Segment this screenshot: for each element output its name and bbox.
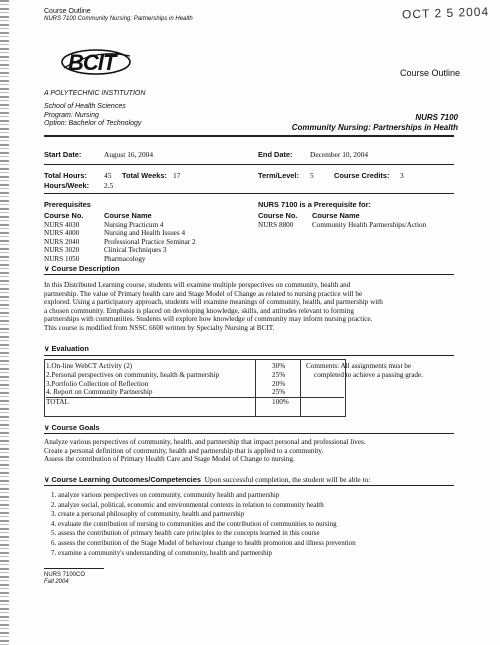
divider-description: [44, 274, 454, 275]
table-row: [46, 388, 344, 397]
evaluation-heading-text: Evaluation: [51, 344, 89, 353]
description-line: partnership. The value of Primary health care and Stage Model of Change as related to nursing practice will be: [44, 289, 363, 298]
program-name: Program: Nursing: [44, 111, 99, 119]
eval-item-name: 2.Personal perspectives on community, health & partnership: [46, 370, 220, 379]
scan-edge: [0, 0, 9, 645]
outcomes-heading-text: Course Learning Outcomes/Competencies: [51, 475, 201, 484]
divider-dates: [44, 164, 454, 165]
doc-type: Course Outline: [400, 68, 461, 78]
description-line: This course is modified from NSSC 6600 written by Specialty Nursing at BCIT.: [44, 323, 275, 332]
eval-item-name: 3.Portfolio Collection of Reflection: [46, 379, 149, 388]
prereq-for-no: NURS 8800: [258, 221, 294, 229]
prereq-name: Clinical Techniques 3: [104, 246, 167, 255]
eval-item-pct: 20%: [272, 379, 286, 388]
goals-body: [44, 438, 464, 464]
outcomes-header: [44, 475, 370, 484]
prereq-no: NURS 2040: [44, 237, 80, 246]
divider-hours: [44, 193, 454, 194]
prereq-col-course-name: Course Name: [104, 211, 152, 220]
description-line: In this Distributed Learning course, students will examine multiple perspectives on community, health and: [44, 281, 351, 289]
divider-outcomes: [44, 485, 454, 486]
logo-wordmark: BCIT: [68, 50, 116, 75]
footer-code: NURS 7100CO: [44, 572, 86, 578]
term-level-value: 5: [310, 171, 314, 180]
description-line: partnerships with communities. Students will explore how knowledge of community may inform nursing practice.: [44, 315, 373, 324]
comment-line: completed to achieve a passing grade.: [314, 370, 423, 379]
prerequisites-heading: Prerequisites: [44, 200, 91, 209]
footer-term: Fall 2004: [44, 579, 69, 585]
prereq-name: Nursing and Health Issues 4: [104, 229, 186, 238]
description-heading-text: Course Description: [51, 264, 120, 273]
comment-line: Comments: All assignments must be: [306, 362, 412, 370]
list-item: 2. analyze social, political, economic and environmental contexts in relation to community health: [58, 501, 478, 511]
eval-item-pct: 30%: [272, 362, 286, 370]
eval-item-name: 1.On-line WebCT Activity (2): [46, 362, 133, 370]
eval-total-label: TOTAL: [46, 398, 69, 407]
list-item: 5. assess the contribution of primary health care principles to the concepts learned in this course: [58, 529, 478, 539]
evaluation-comments: [306, 362, 466, 380]
course-credits-label: Course Credits:: [334, 171, 390, 180]
goals-heading-text: Course Goals: [51, 423, 100, 432]
table-row: [46, 371, 344, 380]
list-item: 7. examine a community's understanding of community, health and partnership: [58, 549, 478, 559]
list-item: [44, 221, 196, 229]
goals-heading: ∨ Course Goals: [44, 423, 100, 432]
outcomes-heading: ∨ Course Learning Outcomes/Competencies: [44, 475, 201, 484]
end-date-value: December 10, 2004: [310, 150, 369, 159]
description-line: explored. Using a participatory approach, students will examine meanings of community, health, and partnership with: [44, 298, 383, 307]
start-date-value: August 16, 2004: [104, 150, 154, 159]
table-row: [46, 380, 344, 389]
list-item: 1. analyze various perspectives on community, community health and partnership: [58, 491, 478, 501]
divider-footer: [44, 568, 104, 569]
prereq-name: Professional Practice Seminar 2: [104, 237, 196, 246]
prereq-no: NURS 4000: [44, 229, 80, 238]
prereq-col-course-no: Course No.: [44, 211, 84, 220]
description-line: a chosen community. Emphasis is placed on developing knowledge, skills, and attitudes relevant to forming: [44, 306, 354, 315]
start-date-label: Start Date:: [44, 150, 82, 159]
description-body: [44, 281, 464, 333]
goal-line: Assess the contribution of Primary Health Care and Stage Model of Change to nursing.: [44, 455, 295, 464]
running-header-title: Course Outline: [44, 8, 91, 15]
prereq-no: NURS 4030: [44, 221, 80, 229]
evaluation-items: [46, 362, 344, 407]
divider-top: [44, 135, 454, 137]
running-header-course: NURS 7100 Community Nursing: Partnerships in Health: [44, 16, 193, 22]
list-item: 3. create a personal philosophy of community, health and partnership: [58, 510, 478, 520]
prereq-list: [44, 221, 196, 263]
list-item: [44, 255, 196, 263]
eval-total-pct: 100%: [272, 398, 289, 407]
prereq-no: NURS 1050: [44, 254, 80, 263]
prereq-no: NURS 3020: [44, 246, 80, 255]
total-hours-value: 45: [104, 171, 112, 180]
list-item: [44, 246, 196, 254]
divider-evaluation: [44, 355, 454, 356]
course-code: NURS 7100: [415, 113, 458, 122]
school-name: School of Health Sciences: [44, 103, 126, 110]
hours-week-value: 2.5: [104, 181, 114, 190]
eval-item-pct: 25%: [272, 388, 286, 397]
prereq-for-col-course-no: Course No.: [258, 211, 298, 220]
total-hours-label: Total Hours:: [44, 171, 87, 180]
outcomes-intro: Upon successful completion, the student will be able to:: [204, 475, 371, 484]
bcit-logo: [60, 44, 132, 80]
description-heading: ∨ Course Description: [44, 264, 120, 273]
course-title: Community Nursing: Partnerships in Health: [291, 123, 458, 132]
logo-tagline: A POLYTECHNIC INSTITUTION: [44, 90, 146, 97]
eval-item-pct: 25%: [272, 370, 286, 379]
term-level-label: Term/Level:: [258, 171, 299, 180]
list-item: 6. assess the contribution of the Stage Model of behaviour change to health promotion and illness prevention: [58, 539, 478, 549]
received-stamp: OCT 2 5 2004: [401, 4, 490, 22]
table-row: [46, 397, 344, 407]
footer: [44, 572, 85, 586]
outcomes-list: [46, 491, 478, 558]
divider-goals: [44, 433, 454, 434]
option-name: Option: Bachelor of Technology: [44, 120, 142, 127]
eval-item-name: 4. Report on Community Partnership: [46, 388, 153, 397]
total-weeks-label: Total Weeks:: [122, 171, 167, 180]
goal-line: Create a personal definition of community, health and partnership that is applied to a community.: [44, 446, 324, 455]
prereq-name: Nursing Practicum 4: [104, 221, 164, 229]
list-item: [44, 238, 196, 246]
prereq-for-col-course-name: Course Name: [312, 211, 360, 220]
list-item: 4. evaluate the contribution of nursing to communities and the contribution of communities to nursing: [58, 520, 478, 530]
course-credits-value: 3: [400, 171, 404, 180]
prereq-for-heading: NURS 7100 is a Prerequisite for:: [258, 200, 371, 209]
evaluation-heading: ∨ Evaluation: [44, 344, 89, 353]
table-row: [46, 362, 344, 371]
prereq-name: Pharmacology: [104, 254, 146, 263]
list-item: [44, 229, 196, 237]
end-date-label: End Date:: [258, 150, 293, 159]
goal-line: Analyze various perspectives of community, health, and partnership that impact personal and professional lives.: [44, 438, 366, 446]
hours-week-label: Hours/Week:: [44, 181, 90, 190]
total-weeks-value: 17: [173, 171, 181, 180]
prereq-for-name: Community Health Partnerships/Action: [312, 221, 427, 229]
school-info: [44, 103, 141, 129]
